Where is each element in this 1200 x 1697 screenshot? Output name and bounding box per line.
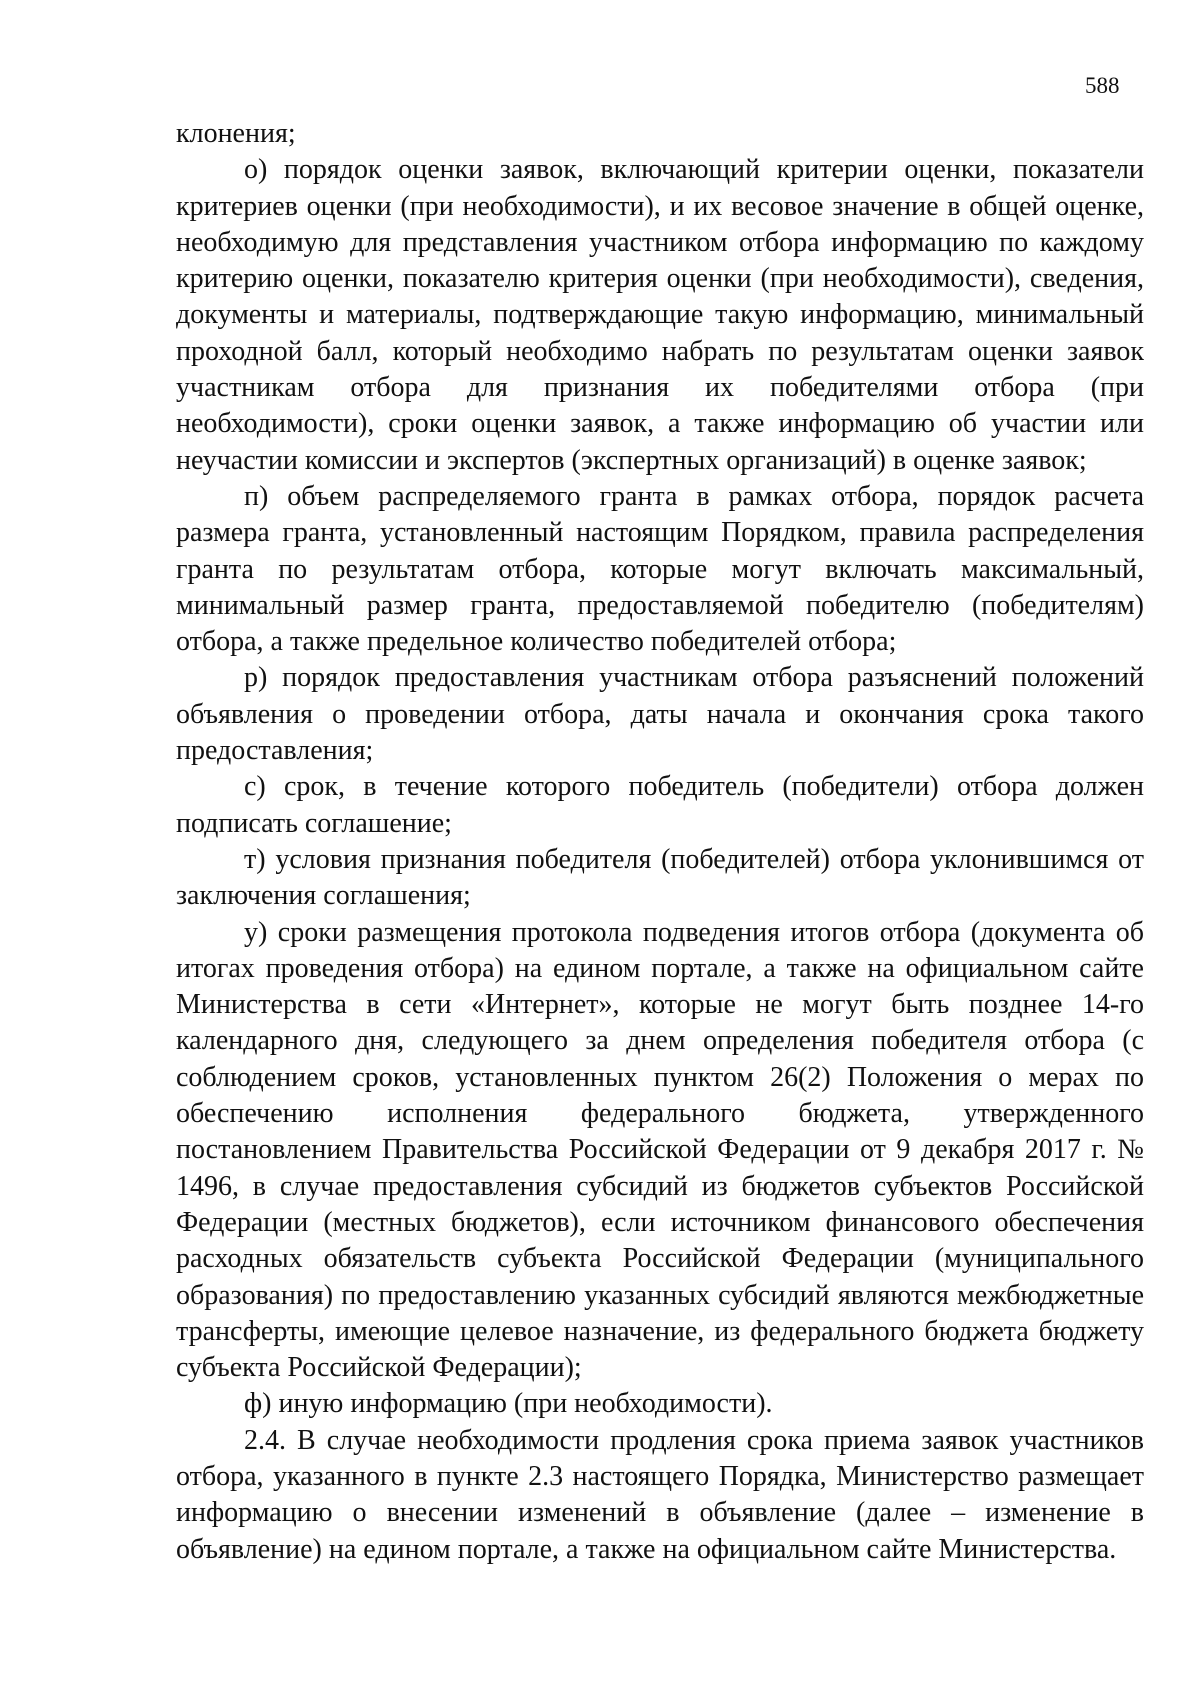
paragraph-item-u: у) сроки размещения протокола подведения итогов отбора (документа об итогах проведения отбора) на едином портале, а также на официальном сайте Министерства в сети «Интернет», которые не могут быть позднее 14-го календарного дня, следующего за днем определения победителя отбора (с соблюдением сроков, установленных пунктом 26(2) Положения о мерах по обеспечению исполнения федерального бюджета, утвержденного постановлением Правительства Российской Федерации от 9 декабря 2017 г. № 1496, в случае предоставления субсидий из бюджетов субъектов Российской Федерации (местных бюджетов), если источником финансового обеспечения расходных обязательств субъекта Российской Федерации (муниципального образования) по предоставлению указанных субсидий являются межбюджетные трансферты, имеющие целевое назначение, из федерального бюджета бюджету субъекта Российской Федерации); bbox=[176, 916, 1144, 1384]
paragraph-item-o: о) порядок оценки заявок, включающий критерии оценки, показатели критериев оценки (при необходимости), и их весовое значение в общей оценке, необходимую для представления участником отбора информацию по каждому критерию оценки, показателю критерия оценки (при необходимости), сведения, документы и материалы, подтверждающие такую информацию, минимальный проходной балл, который необходимо набрать по результатам оценки заявок участникам отбора для признания их победителями отбора (при необходимости), сроки оценки заявок, а также информацию об участии или неучастии комиссии и экспертов (экспертных организаций) в оценке заявок; bbox=[176, 154, 1144, 476]
paragraph-item-r: р) порядок предоставления участникам отбора разъяснений положений объявления о проведении отбора, даты начала и окончания срока такого предоставления; bbox=[176, 662, 1144, 767]
document-body bbox=[176, 116, 1144, 1568]
paragraph-section-2-4: 2.4. В случае необходимости продления срока приема заявок участников отбора, указанного в пункте 2.3 настоящего Порядка, Министерство размещает информацию о внесении изменений в объявление (далее – изменение в объявление) на едином портале, а также на официальном сайте Министерства. bbox=[176, 1424, 1144, 1565]
paragraph-continuation: клонения; bbox=[176, 118, 296, 149]
paragraph-item-s: с) срок, в течение которого победитель (победители) отбора должен подписать соглашение; bbox=[176, 771, 1144, 839]
paragraph-item-t: т) условия признания победителя (победителей) отбора уклонившимся от заключения соглашения; bbox=[176, 843, 1144, 912]
paragraph-item-f: ф) иную информацию (при необходимости). bbox=[244, 1388, 773, 1420]
paragraph-item-p: п) объем распределяемого гранта в рамках отбора, порядок расчета размера гранта, установленный настоящим Порядком, правила распределения гранта по результатам отбора, которые могут включать максимальный, минимальный размер гранта, предоставляемой победителю (победителям) отбора, а также предельное количество победителей отбора; bbox=[176, 480, 1144, 658]
page-number: 588 bbox=[1085, 73, 1120, 98]
